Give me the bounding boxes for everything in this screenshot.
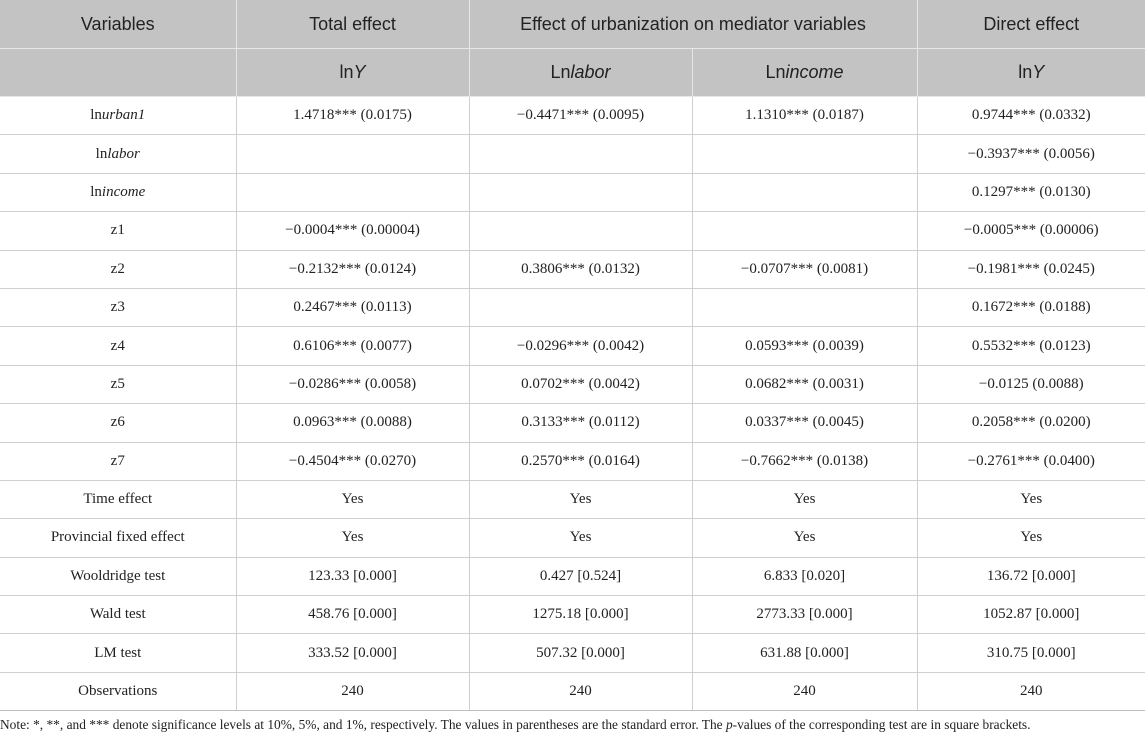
row-variable: Provincial fixed effect bbox=[0, 519, 236, 557]
row-variable: LM test bbox=[0, 634, 236, 672]
header-variables: Variables bbox=[0, 0, 236, 49]
table-cell: 240 bbox=[692, 672, 917, 710]
table-cell: 0.3806*** (0.0132) bbox=[469, 250, 692, 288]
table-cell: −0.0125 (0.0088) bbox=[917, 365, 1145, 403]
row-variable: Wald test bbox=[0, 596, 236, 634]
table-cell bbox=[692, 173, 917, 211]
table-cell bbox=[469, 212, 692, 250]
table-body bbox=[0, 97, 1145, 711]
table-cell: 507.32 [0.000] bbox=[469, 634, 692, 672]
table-cell: 631.88 [0.000] bbox=[692, 634, 917, 672]
table-cell: 1.4718*** (0.0175) bbox=[236, 97, 469, 135]
header-row-main bbox=[0, 0, 1145, 49]
table-cell: 0.2058*** (0.0200) bbox=[917, 404, 1145, 442]
row-variable: Observations bbox=[0, 672, 236, 710]
table-cell: −0.2761*** (0.0400) bbox=[917, 442, 1145, 480]
row-variable: z6 bbox=[0, 404, 236, 442]
table-cell: Yes bbox=[917, 519, 1145, 557]
table-row bbox=[0, 173, 1145, 211]
table-cell: 0.0337*** (0.0045) bbox=[692, 404, 917, 442]
table-cell bbox=[469, 288, 692, 326]
table-cell: 310.75 [0.000] bbox=[917, 634, 1145, 672]
table-cell: 0.2467*** (0.0113) bbox=[236, 288, 469, 326]
table-cell: 0.6106*** (0.0077) bbox=[236, 327, 469, 365]
row-variable: z7 bbox=[0, 442, 236, 480]
row-variable: lnurban1 bbox=[0, 97, 236, 135]
table-cell bbox=[692, 212, 917, 250]
table-header bbox=[0, 0, 1145, 97]
table-cell: 240 bbox=[917, 672, 1145, 710]
table-cell: Yes bbox=[236, 519, 469, 557]
table-cell bbox=[692, 135, 917, 173]
row-variable: z5 bbox=[0, 365, 236, 403]
table-cell: 2773.33 [0.000] bbox=[692, 596, 917, 634]
row-variable: z1 bbox=[0, 212, 236, 250]
header-sub-lny-total: lnY bbox=[236, 49, 469, 97]
row-variable: z4 bbox=[0, 327, 236, 365]
header-total-effect: Total effect bbox=[236, 0, 469, 49]
row-variable: Wooldridge test bbox=[0, 557, 236, 595]
table-cell: 0.0593*** (0.0039) bbox=[692, 327, 917, 365]
table-cell: −0.7662*** (0.0138) bbox=[692, 442, 917, 480]
row-variable: Time effect bbox=[0, 480, 236, 518]
table-cell: Yes bbox=[692, 519, 917, 557]
header-sub-empty bbox=[0, 49, 236, 97]
table-cell: −0.2132*** (0.0124) bbox=[236, 250, 469, 288]
table-row bbox=[0, 288, 1145, 326]
table-cell: 1052.87 [0.000] bbox=[917, 596, 1145, 634]
table-cell: 0.427 [0.524] bbox=[469, 557, 692, 595]
table-cell: 240 bbox=[236, 672, 469, 710]
table-row bbox=[0, 480, 1145, 518]
table-cell: Yes bbox=[692, 480, 917, 518]
table-cell: 0.2570*** (0.0164) bbox=[469, 442, 692, 480]
header-mediator: Effect of urbanization on mediator variables bbox=[469, 0, 917, 49]
table-cell: −0.3937*** (0.0056) bbox=[917, 135, 1145, 173]
table-cell: Yes bbox=[469, 480, 692, 518]
table-note: Note: *, **, and *** denote significance levels at 10%, 5%, and 1%, respectively. The values in parentheses are the standard error. The p-values of the corresponding test are in square brackets. bbox=[0, 717, 1031, 732]
table-cell: −0.4471*** (0.0095) bbox=[469, 97, 692, 135]
table-cell: Yes bbox=[917, 480, 1145, 518]
table-cell: 1275.18 [0.000] bbox=[469, 596, 692, 634]
table-cell bbox=[469, 173, 692, 211]
table-cell bbox=[236, 173, 469, 211]
table-row bbox=[0, 212, 1145, 250]
row-variable: z3 bbox=[0, 288, 236, 326]
table-cell: Yes bbox=[236, 480, 469, 518]
table-cell bbox=[469, 135, 692, 173]
table-cell: 1.1310*** (0.0187) bbox=[692, 97, 917, 135]
header-sub-lny-direct: lnY bbox=[917, 49, 1145, 97]
table-cell: 6.833 [0.020] bbox=[692, 557, 917, 595]
table-row bbox=[0, 404, 1145, 442]
table-cell: 0.1297*** (0.0130) bbox=[917, 173, 1145, 211]
table-cell: −0.0286*** (0.0058) bbox=[236, 365, 469, 403]
table-row bbox=[0, 97, 1145, 135]
table-cell: 0.1672*** (0.0188) bbox=[917, 288, 1145, 326]
header-direct-effect: Direct effect bbox=[917, 0, 1145, 49]
table-row bbox=[0, 327, 1145, 365]
table-cell: 0.9744*** (0.0332) bbox=[917, 97, 1145, 135]
table-cell: 0.0963*** (0.0088) bbox=[236, 404, 469, 442]
table-cell: −0.1981*** (0.0245) bbox=[917, 250, 1145, 288]
table-cell: −0.0005*** (0.00006) bbox=[917, 212, 1145, 250]
header-row-sub bbox=[0, 49, 1145, 97]
table-cell bbox=[236, 135, 469, 173]
table-cell: 0.3133*** (0.0112) bbox=[469, 404, 692, 442]
table-row bbox=[0, 596, 1145, 634]
table-cell: 0.0702*** (0.0042) bbox=[469, 365, 692, 403]
table-cell: 333.52 [0.000] bbox=[236, 634, 469, 672]
table-cell: −0.0707*** (0.0081) bbox=[692, 250, 917, 288]
table-cell: −0.0004*** (0.00004) bbox=[236, 212, 469, 250]
table-cell: −0.4504*** (0.0270) bbox=[236, 442, 469, 480]
table-cell: 0.0682*** (0.0031) bbox=[692, 365, 917, 403]
table-cell bbox=[692, 288, 917, 326]
row-variable: z2 bbox=[0, 250, 236, 288]
table-cell: 123.33 [0.000] bbox=[236, 557, 469, 595]
table-cell: 136.72 [0.000] bbox=[917, 557, 1145, 595]
row-variable: lnincome bbox=[0, 173, 236, 211]
row-variable: lnlabor bbox=[0, 135, 236, 173]
table-row bbox=[0, 135, 1145, 173]
table-cell: 240 bbox=[469, 672, 692, 710]
table-cell: Yes bbox=[469, 519, 692, 557]
table-cell: −0.0296*** (0.0042) bbox=[469, 327, 692, 365]
table-row bbox=[0, 250, 1145, 288]
table-row bbox=[0, 634, 1145, 672]
table-row bbox=[0, 519, 1145, 557]
header-sub-lnlabor: Lnlabor bbox=[469, 49, 692, 97]
table-cell: 0.5532*** (0.0123) bbox=[917, 327, 1145, 365]
table-cell: 458.76 [0.000] bbox=[236, 596, 469, 634]
table-row bbox=[0, 672, 1145, 710]
table-row bbox=[0, 442, 1145, 480]
header-sub-lnincome: Lnincome bbox=[692, 49, 917, 97]
table-row bbox=[0, 557, 1145, 595]
table-row bbox=[0, 365, 1145, 403]
